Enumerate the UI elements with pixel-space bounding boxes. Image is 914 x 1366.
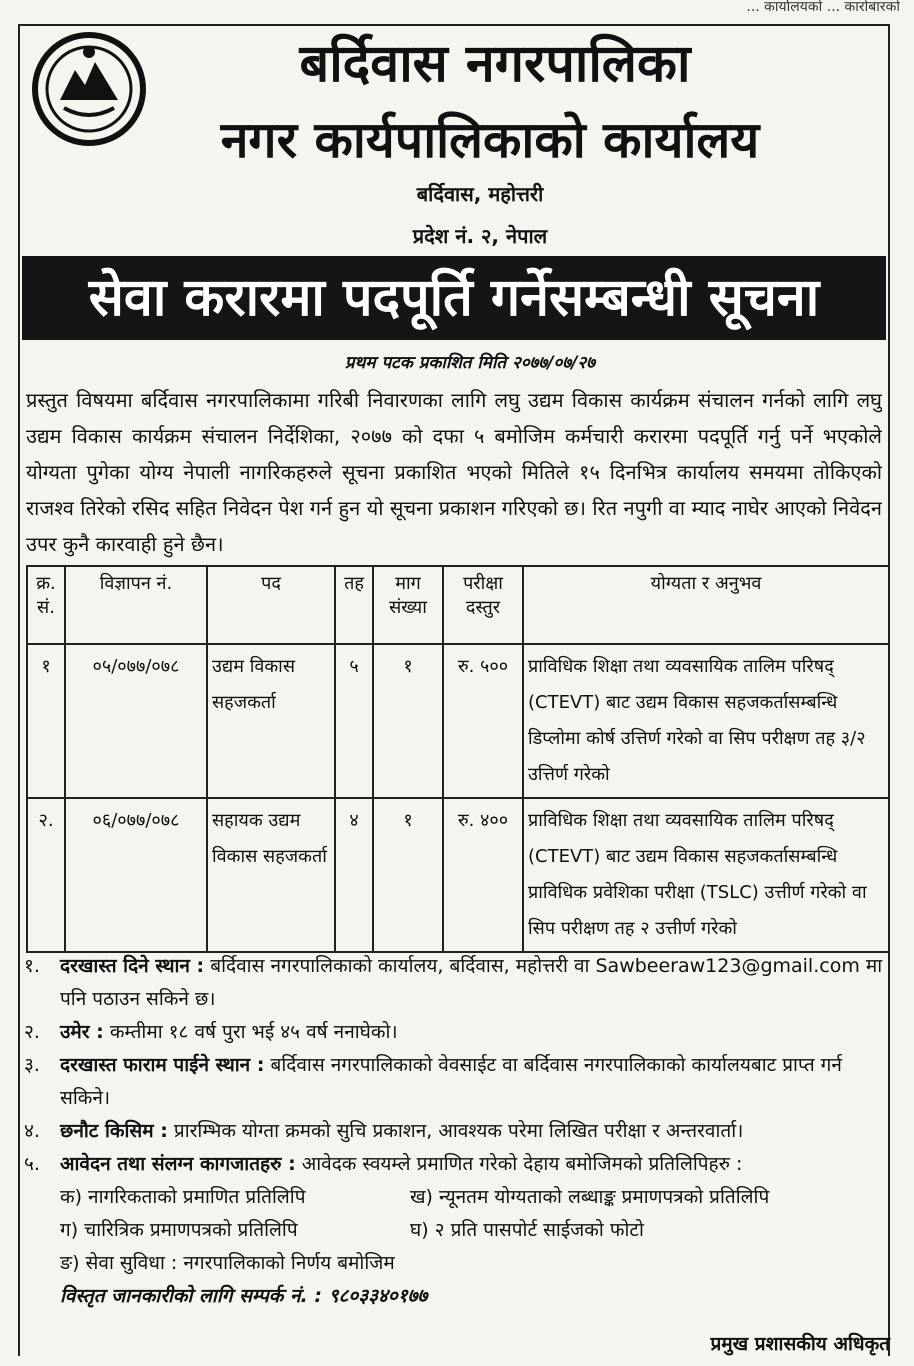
document-nga: ङ) सेवा सुविधा : नगरपालिकाको निर्णय बमोजिम <box>60 1252 395 1274</box>
note-item <box>24 950 888 1016</box>
header-qualification: योग्यता र अनुभव <box>523 566 889 644</box>
cell-post: सहायक उद्यम विकास सहजकर्ता <box>207 798 335 952</box>
top-strip-text: ... कार्यालयको ... कारोबारको <box>746 0 900 14</box>
document-gha: घ) २ प्रति पासपोर्ट साईजको फोटो <box>410 1219 644 1241</box>
note-heading: आवेदन तथा संलग्न कागजातहरु : <box>60 1153 296 1175</box>
cell-ad-no: ०६/०७७/०७८ <box>65 798 207 952</box>
documents-row <box>24 1214 888 1247</box>
cell-fee: रु. ४०० <box>443 798 523 952</box>
note-text: आवेदक स्वयम्ले प्रमाणित गरेको देहाय बमोजिमको प्रतिलिपिहरु : <box>301 1153 743 1175</box>
cell-demand: १ <box>373 644 443 798</box>
cell-fee: रु. ५०० <box>443 644 523 798</box>
note-number: ३. <box>24 1054 40 1076</box>
note-number: १. <box>24 955 40 977</box>
note-number: २. <box>24 1021 40 1043</box>
signer-title: प्रमुख प्रशासकीय अधिकृत <box>710 1333 890 1355</box>
address-line2: प्रदेश नं. २, नेपाल <box>412 224 548 248</box>
header-post: पद <box>207 566 335 644</box>
cell-sn: २. <box>27 798 65 952</box>
document-ka: क) नागरिकताको प्रमाणित प्रतिलिपि <box>60 1186 306 1208</box>
contact-line: विस्तृत जानकारीको लागि सम्पर्क नं. : ९८०३३४०१७७ <box>60 1285 428 1307</box>
note-text: प्रारम्भिक योग्ता क्रमको सुचि प्रकाशन, आवश्यक परेमा लिखित परीक्षा र अन्तरवार्ता। <box>173 1120 744 1142</box>
cell-level: ५ <box>335 644 373 798</box>
address-line1: बर्दिवास, महोत्तरी <box>416 182 544 206</box>
note-text: कम्तीमा १८ वर्ष पुरा भई ४५ वर्ष ननाघेको। <box>109 1021 398 1043</box>
intro-paragraph: प्रस्तुत विषयमा बर्दिवास नगरपालिकामा गरिबी निवारणका लागि लघु उद्यम विकास कार्यक्रम संचालन गर्नको लागि लघु उद्यम विकास कार्यक्रम संचालन निर्देशिका, २०७७ को दफा ५ बमोजिम कर्मचारी करारमा पदपूर्ति गर्नु पर्ने भएकोले योग्यता पुगेका योग्य नेपाली नागरिकहरुले सूचना प्रकाशित भएको मितिले १५ दिनभित्र कार्यालय समयमा तोकिएको राजश्व तिरेको रसिद सहित निवेदन पेश गर्न हुन यो सूचना प्रकाशन गरिएको छ। रित नपुगी वा म्याद नाघेर आएको निवेदन उपर कुनै कारवाही हुने छैन। <box>26 388 882 556</box>
publication-date: प्रथम पटक प्रकाशित मिति २०७७/०७/२७ <box>344 353 596 373</box>
note-text: बर्दिवास नगरपालिकाको कार्यालय, बर्दिवास, महोत्तरी वा Sawbeeraw123@gmail.com मा पनि पठाउन सकिने छ। <box>60 955 883 1010</box>
note-text: बर्दिवास नगरपालिकाको वेवसाईट वा बर्दिवास नगरपालिकाको कार्यालयबाट प्राप्त गर्न सकिने। <box>60 1054 842 1109</box>
note-item <box>24 1115 888 1148</box>
note-heading: उमेर : <box>60 1021 104 1043</box>
note-heading: छनौट किसिम : <box>60 1120 168 1142</box>
note-heading: दरखास्त दिने स्थान : <box>60 955 205 977</box>
table-header-row <box>27 566 889 644</box>
header-ad-no: विज्ञापन नं. <box>65 566 207 644</box>
header-fee: परीक्षा दस्तुर <box>443 566 523 644</box>
header-demand: माग संख्या <box>373 566 443 644</box>
cell-demand: १ <box>373 798 443 952</box>
org-name: बर्दिवास नगरपालिका <box>299 33 691 94</box>
document-ga: ग) चारित्रिक प्रमाणपत्रको प्रतिलिपि <box>60 1219 298 1241</box>
note-number: ४. <box>24 1120 40 1142</box>
vacancy-table <box>26 565 890 953</box>
notes-list <box>24 950 888 1313</box>
header-sn: क्र. सं. <box>27 566 65 644</box>
table-row <box>27 644 889 798</box>
note-item <box>24 1016 888 1049</box>
cell-post: उद्यम विकास सहजकर्ता <box>207 644 335 798</box>
note-number: ५. <box>24 1153 40 1175</box>
table-row <box>27 798 889 952</box>
cell-level: ४ <box>335 798 373 952</box>
cell-qualification: प्राविधिक शिक्षा तथा व्यवसायिक तालिम परिषद् (CTEVT) बाट उद्यम विकास सहजकर्तासम्बन्धि प्राविधिक प्रवेशिका परीक्षा (TSLC) उत्तीर्ण गरेको वा सिप परीक्षण तह २ उत्तीर्ण गरेको <box>523 798 889 952</box>
note-item <box>24 1049 888 1115</box>
note-item <box>24 1148 888 1181</box>
nepal-government-emblem-icon <box>30 30 148 148</box>
document-kha: ख) न्यूनतम योग्यताको लब्धाङ्क प्रमाणपत्रको प्रतिलिपि <box>410 1186 770 1208</box>
office-name: नगर कार्यपालिकाको कार्यालय <box>220 110 760 169</box>
documents-row <box>24 1247 888 1280</box>
cell-ad-no: ०५/०७७/०७८ <box>65 644 207 798</box>
cell-sn: १ <box>27 644 65 798</box>
note-heading: दरखास्त फाराम पाईने स्थान : <box>60 1054 265 1076</box>
cell-qualification: प्राविधिक शिक्षा तथा व्यवसायिक तालिम परिषद् (CTEVT) बाट उद्यम विकास सहजकर्तासम्बन्धि डिप्लोमा कोर्ष उत्तिर्ण गरेको वा सिप परीक्षण तह ३/२ उत्तिर्ण गरेको <box>523 644 889 798</box>
documents-row <box>24 1181 888 1214</box>
notice-title-banner: सेवा करारमा पदपूर्ति गर्नेसम्बन्धी सूचना <box>22 256 886 340</box>
header-level: तह <box>335 566 373 644</box>
